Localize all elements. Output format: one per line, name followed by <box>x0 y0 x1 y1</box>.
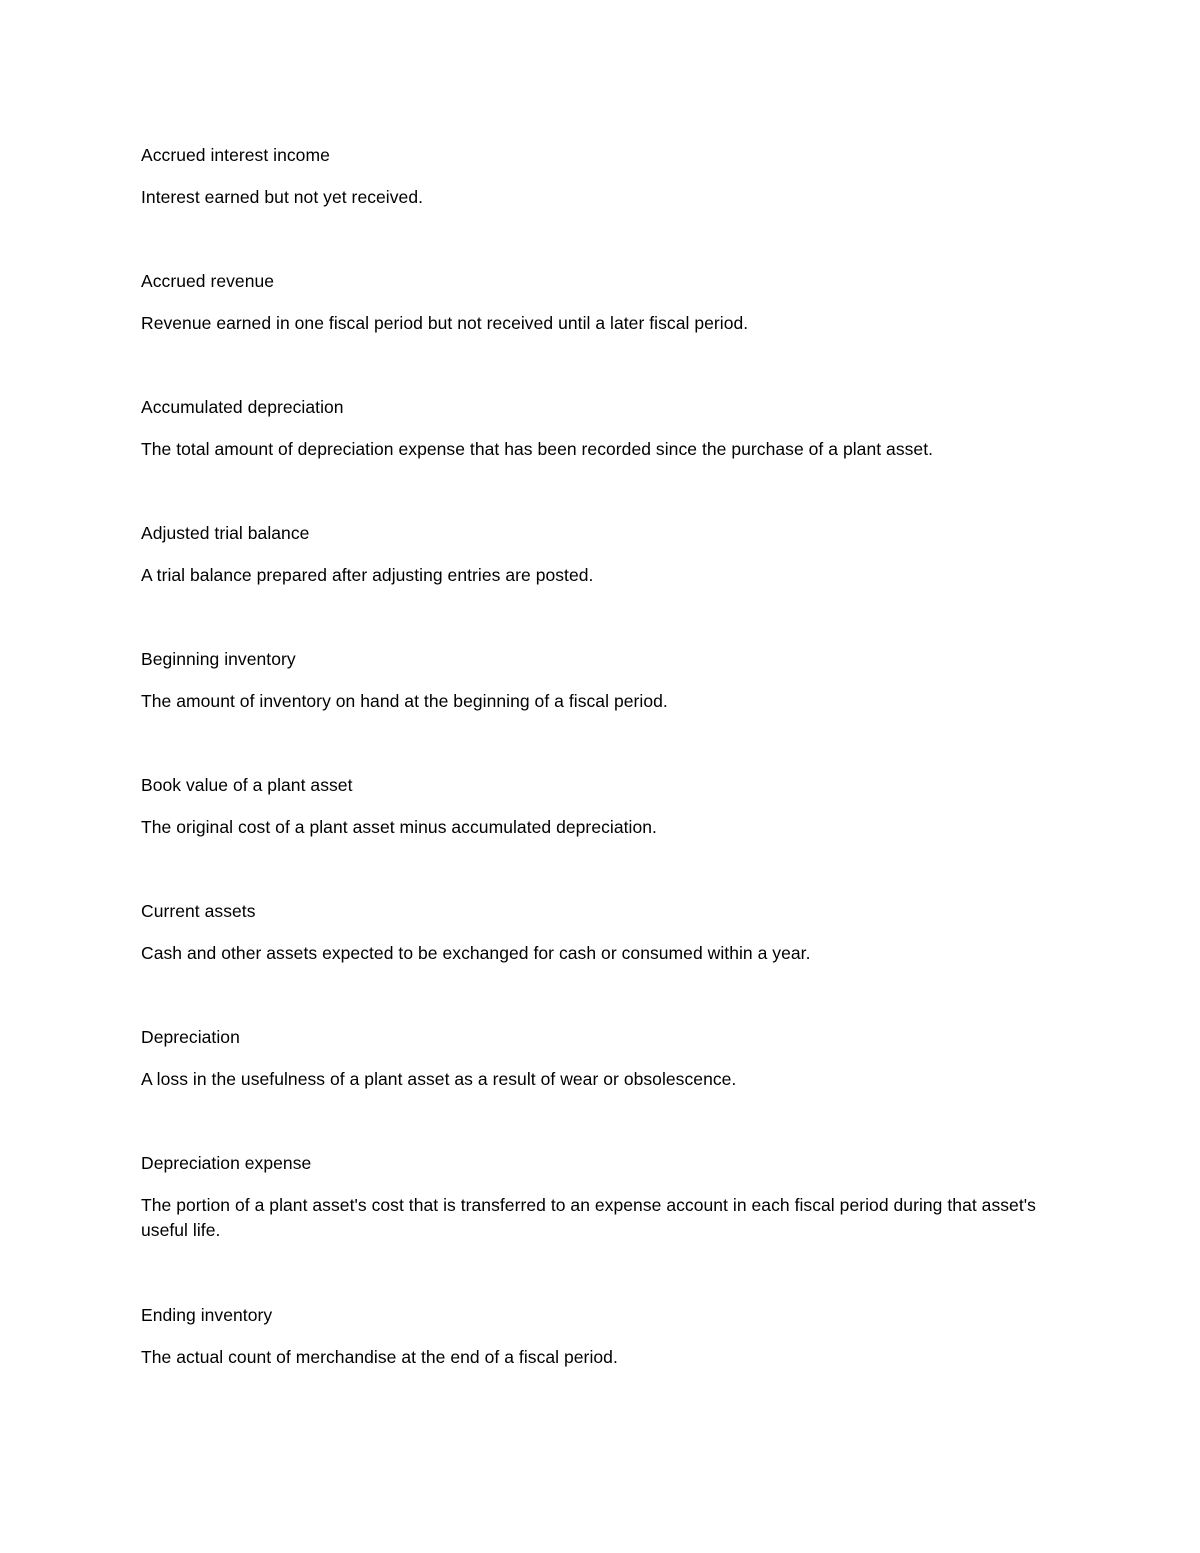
glossary-term: Adjusted trial balance <box>141 523 310 543</box>
glossary-entry <box>141 1025 1061 1151</box>
glossary-definition: The original cost of a plant asset minus accumulated depreciation. <box>141 817 657 837</box>
glossary-entry <box>141 1151 1061 1303</box>
glossary-definition: Cash and other assets expected to be exchanged for cash or consumed within a year. <box>141 943 811 963</box>
glossary-definition: The portion of a plant asset's cost that is transferred to an expense account in each fiscal period during that asset's useful life. <box>141 1195 1036 1240</box>
glossary-entry <box>141 773 1061 899</box>
glossary-definition: Interest earned but not yet received. <box>141 187 424 207</box>
glossary-entry <box>141 269 1061 395</box>
glossary-term: Accrued interest income <box>141 145 330 165</box>
glossary-list <box>141 143 1061 1429</box>
glossary-definition: A loss in the usefulness of a plant asset as a result of wear or obsolescence. <box>141 1069 737 1089</box>
glossary-entry <box>141 1303 1061 1429</box>
glossary-term: Ending inventory <box>141 1305 273 1325</box>
glossary-entry <box>141 143 1061 269</box>
glossary-term: Depreciation expense <box>141 1153 312 1173</box>
glossary-definition: A trial balance prepared after adjusting entries are posted. <box>141 565 594 585</box>
glossary-term: Accumulated depreciation <box>141 397 344 417</box>
glossary-entry <box>141 899 1061 1025</box>
glossary-definition: The total amount of depreciation expense that has been recorded since the purchase of a plant asset. <box>141 439 934 459</box>
glossary-entry <box>141 521 1061 647</box>
glossary-entry <box>141 647 1061 773</box>
glossary-entry <box>141 395 1061 521</box>
glossary-term: Depreciation <box>141 1027 240 1047</box>
glossary-definition: Revenue earned in one fiscal period but not received until a later fiscal period. <box>141 313 749 333</box>
glossary-definition: The actual count of merchandise at the end of a fiscal period. <box>141 1347 618 1367</box>
glossary-definition: The amount of inventory on hand at the beginning of a fiscal period. <box>141 691 668 711</box>
glossary-term: Current assets <box>141 901 256 921</box>
glossary-term: Accrued revenue <box>141 271 275 291</box>
glossary-term: Beginning inventory <box>141 649 296 669</box>
glossary-term: Book value of a plant asset <box>141 775 353 795</box>
